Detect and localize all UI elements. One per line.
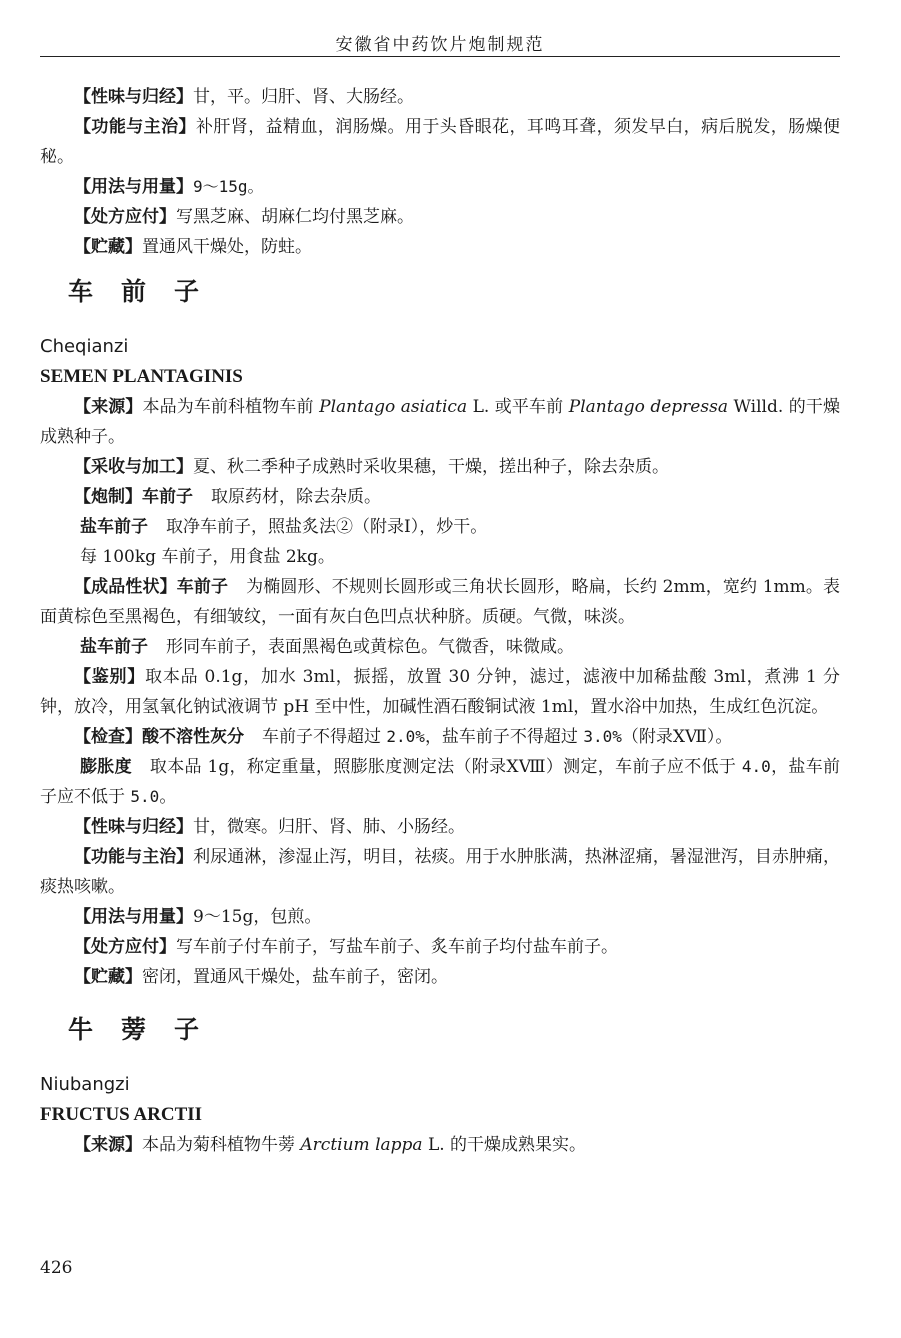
text: Willd. 的干燥成熟种子。 — [40, 397, 841, 447]
header-title: 安徽省中药饮片炮制规范 — [335, 35, 545, 55]
text: 密闭，置通风干燥处，盐车前子，密闭。 — [142, 967, 448, 987]
text: （附录ⅩⅦ）。 — [621, 727, 733, 747]
cq-zhucang — [40, 962, 840, 992]
value: 4.0 — [741, 757, 771, 776]
text: 。 — [159, 787, 177, 807]
text: 取净车前子，照盐炙法②（附录Ⅰ），炒干。 — [166, 517, 488, 537]
label: 【性味与归经】 — [74, 87, 193, 107]
text: ，盐车前子应不低于 — [40, 757, 841, 807]
text: 9～15g。 — [193, 177, 264, 196]
label: 【检查】 — [74, 727, 142, 747]
cq-paozhi-yan — [40, 512, 840, 542]
page-number: 426 — [40, 1258, 73, 1278]
value: 3.0% — [583, 727, 622, 746]
entry-title-cheqianzi: 车前子 — [68, 277, 228, 306]
sub-heading: 盐车前子 — [80, 517, 148, 537]
text: 写黑芝麻、胡麻仁均付黑芝麻。 — [176, 207, 414, 227]
text: 每 100kg 车前子，用食盐 2kg。 — [80, 547, 335, 567]
cq-xingwei — [40, 812, 840, 842]
text: 甘，微寒。归肝、肾、肺、小肠经。 — [193, 817, 465, 837]
cq-laiyuan — [40, 392, 840, 452]
label: 【来源】 — [74, 397, 143, 417]
entry-pinyin-niubangzi: Niubangzi — [40, 1074, 130, 1095]
label: 【处方应付】 — [74, 207, 176, 227]
text: ，盐车前子不得超过 — [424, 727, 584, 747]
cq-paozhi-dose — [40, 542, 840, 572]
label: 【处方应付】 — [74, 937, 176, 957]
prev-gongneng — [40, 112, 840, 172]
sub-heading: 车前子 — [176, 577, 229, 597]
cq-chufang — [40, 932, 840, 962]
prev-chufang — [40, 202, 840, 232]
text: 9～15g，包煎。 — [193, 907, 322, 927]
text: L. 的干燥成熟果实。 — [422, 1135, 587, 1155]
text: 置通风干燥处，防蛀。 — [142, 237, 312, 257]
sub-heading: 盐车前子 — [80, 637, 148, 657]
label: 【成品性状】 — [74, 577, 177, 597]
label: 【贮藏】 — [74, 967, 142, 987]
label: 【来源】 — [74, 1135, 142, 1155]
value: 2.0% — [386, 727, 425, 746]
species-1: Arctium lappa — [300, 1135, 423, 1155]
text: L. 或平车前 — [467, 397, 569, 417]
sub-heading: 车前子 — [142, 487, 193, 507]
label: 【贮藏】 — [74, 237, 142, 257]
species-2: Plantago depressa — [568, 397, 728, 417]
entry-pinyin-cheqianzi: Cheqianzi — [40, 336, 129, 357]
label: 【用法与用量】 — [74, 907, 193, 927]
entry-latin-niubangzi: FRUCTUS ARCTII — [40, 1104, 203, 1125]
label: 【炮制】 — [74, 487, 142, 507]
cq-gongneng — [40, 842, 840, 902]
text: 本品为菊科植物牛蒡 — [142, 1135, 301, 1155]
prev-xingwei — [40, 82, 840, 112]
cq-xingzhuang-yan — [40, 632, 840, 662]
page-content — [40, 82, 840, 1160]
text: 车前子不得超过 — [262, 727, 387, 747]
text: 取本品 0.1g，加水 3ml，振摇，放置 30 分钟，滤过，滤液中加稀盐酸 3ml，煮沸 1 分钟，放冷，用氢氧化钠试液调节 pH 至中性，加碱性酒石酸铜试液 1ml，置水浴中加热，生成红色沉淀。 — [40, 667, 841, 717]
text: 写车前子付车前子，写盐车前子、炙车前子均付盐车前子。 — [176, 937, 618, 957]
prev-zhucang — [40, 232, 840, 262]
text: 取原药材，除去杂质。 — [211, 487, 381, 507]
cq-jiancha-pengzhang — [40, 752, 840, 812]
cq-paozhi — [40, 482, 840, 512]
label: 【性味与归经】 — [74, 817, 193, 837]
cq-jianbie — [40, 662, 840, 722]
running-header — [40, 16, 840, 57]
cq-jiancha — [40, 722, 840, 752]
cq-xingzhuang — [40, 572, 840, 632]
text: 为椭圆形、不规则长圆形或三角状长圆形，略扁，长约 2mm，宽约 1mm。表面黄棕色至黑褐色，有细皱纹，一面有灰白色凹点状种脐。质硬。气微，味淡。 — [40, 577, 841, 627]
text: 取本品 1g，称定重量，照膨胀度测定法（附录ⅩⅧ）测定，车前子应不低于 — [149, 757, 742, 777]
text: 夏、秋二季种子成熟时采收果穗，干燥，搓出种子，除去杂质。 — [193, 457, 669, 477]
sub-heading: 膨胀度 — [80, 757, 132, 777]
label: 【采收与加工】 — [74, 457, 193, 477]
label: 【鉴别】 — [74, 667, 146, 687]
text: 甘，平。归肝、肾、大肠经。 — [193, 87, 414, 107]
sub-heading: 酸不溶性灰分 — [142, 727, 244, 747]
nb-laiyuan — [40, 1130, 840, 1160]
entry-latin-cheqianzi: SEMEN PLANTAGINIS — [40, 366, 243, 387]
label: 【功能与主治】 — [74, 117, 196, 137]
value: 5.0 — [130, 787, 160, 806]
species-1: Plantago asiatica — [319, 397, 468, 417]
cq-caishou — [40, 452, 840, 482]
text: 本品为车前科植物车前 — [142, 397, 320, 417]
label: 【用法与用量】 — [74, 177, 193, 197]
entry-title-niubangzi: 牛蒡子 — [68, 1015, 228, 1044]
prev-yongfa — [40, 172, 840, 202]
text: 形同车前子，表面黑褐色或黄棕色。气微香，味微咸。 — [166, 637, 574, 657]
label: 【功能与主治】 — [74, 847, 194, 867]
text: 补肝肾，益精血，润肠燥。用于头昏眼花，耳鸣耳聋，须发早白，病后脱发，肠燥便秘。 — [40, 117, 841, 167]
cq-yongfa — [40, 902, 840, 932]
text: 利尿通淋，渗湿止泻，明目，祛痰。用于水肿胀满，热淋涩痛，暑湿泄泻，目赤肿痛，痰热咳嗽。 — [40, 847, 841, 897]
